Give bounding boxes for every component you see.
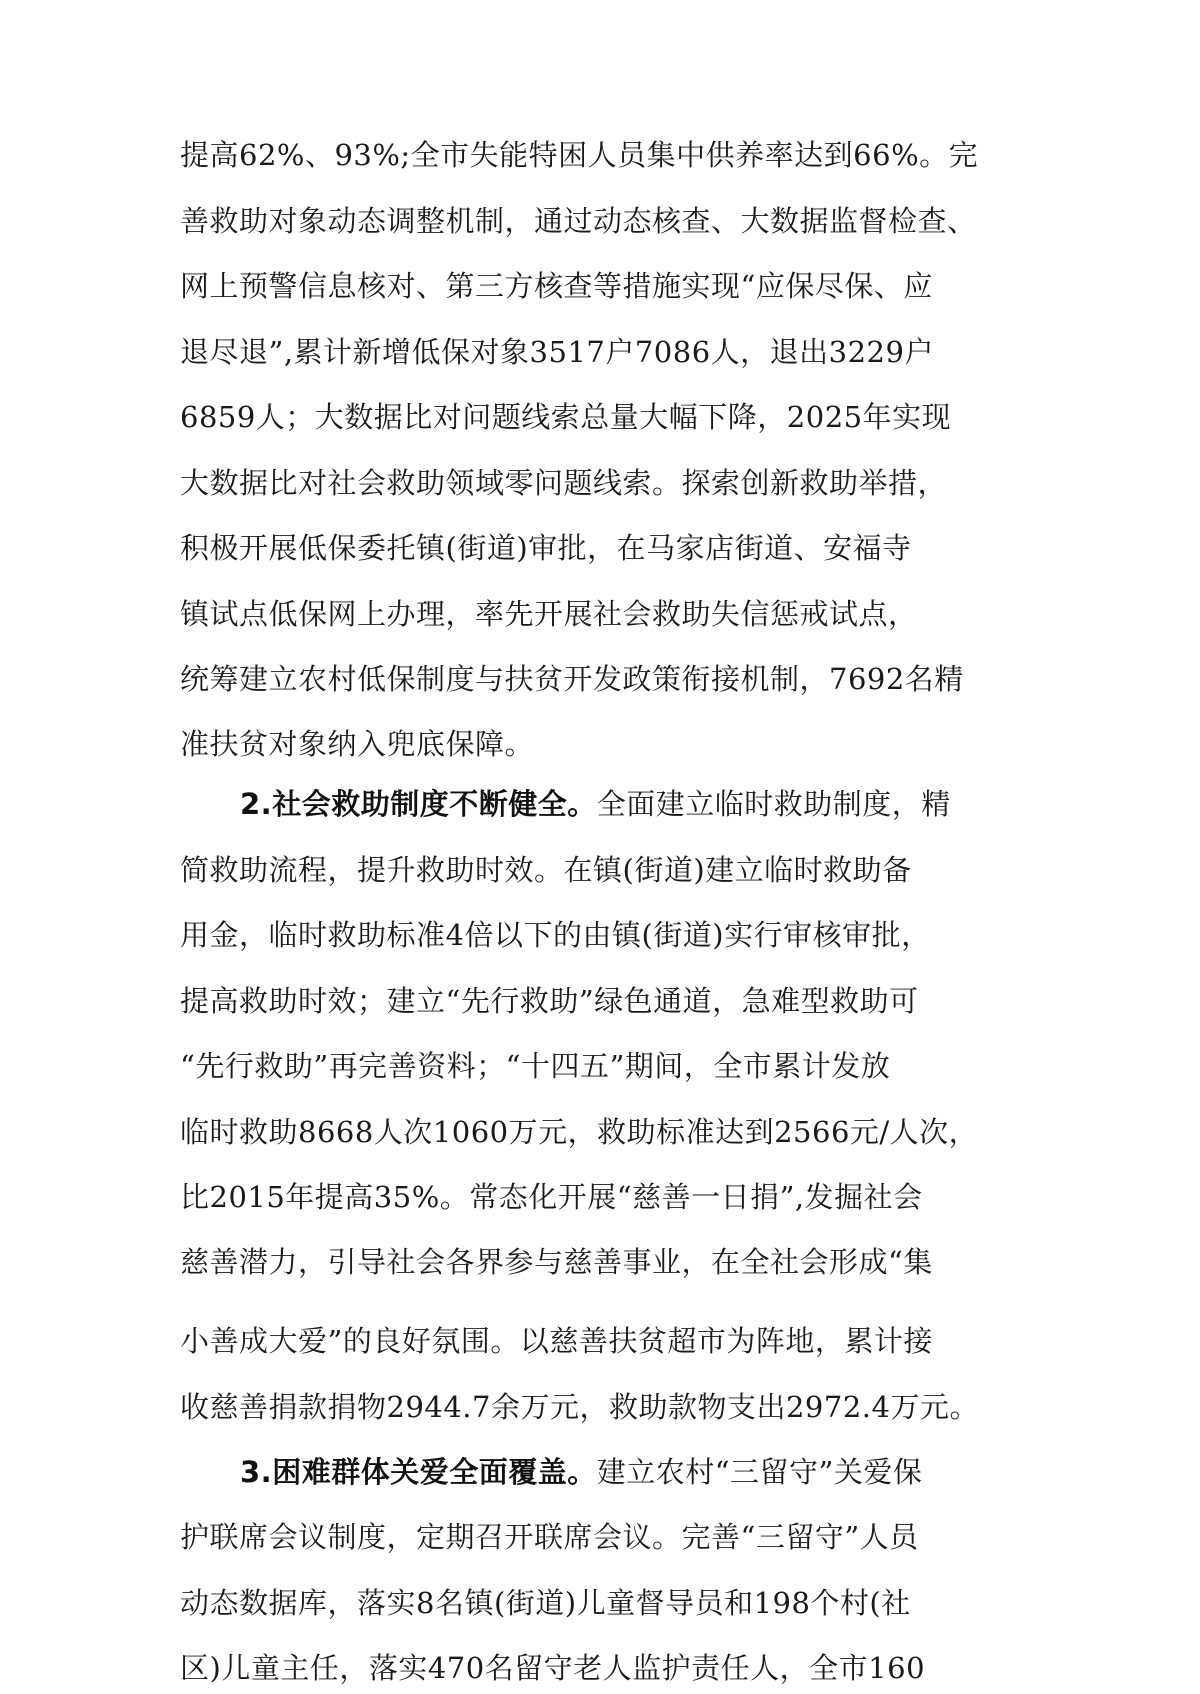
paragraph-1-line-2: 善救助对象动态调整机制，通过动态核查、大数据监督检查、 (180, 204, 977, 238)
paragraph-3-line-1-text: 建立农村“三留守”关爱保 (596, 1455, 923, 1489)
paragraph-3-line-2: 护联席会议制度，定期召开联席会议。完善“三留守”人员 (180, 1520, 919, 1554)
paragraph-2-line-6: 临时救助8668人次1060万元，救助标准达到2566元/人次， (180, 1115, 979, 1149)
paragraph-1-line-1: 提高62%、93%;全市失能特困人员集中供养率达到66%。完 (180, 138, 979, 172)
paragraph-1-line-10: 准扶贫对象纳入兜底保障。 (180, 727, 535, 761)
paragraph-2-line-1 (240, 782, 951, 826)
paragraph-1-line-5: 6859人；大数据比对问题线索总量大幅下降，2025年实现 (180, 400, 952, 434)
paragraph-2-line-8: 慈善潜力，引导社会各界参与慈善事业，在全社会形成“集 (180, 1245, 933, 1279)
paragraph-3-line-1 (240, 1450, 922, 1494)
paragraph-1-line-9: 统筹建立农村低保制度与扶贫开发政策衔接机制，7692名精 (180, 662, 964, 696)
paragraph-2-line-7: 比2015年提高35%。常态化开展“慈善一日捐”,发掘社会 (180, 1180, 923, 1214)
paragraph-2-line-2: 简救助流程，提升救助时效。在镇(街道)建立临时救助备 (180, 853, 912, 887)
paragraph-2-line-3: 用金，临时救助标准4倍以下的由镇(街道)实行审核审批， (180, 918, 931, 952)
section-heading-3: 3.困难群体关爱全面覆盖。 (240, 1455, 597, 1489)
paragraph-1-line-6: 大数据比对社会救助领域零问题线索。探索创新救助举措， (180, 466, 948, 500)
paragraph-2-line-1-text: 全面建立临时救助制度，精 (596, 787, 951, 821)
paragraph-2-line-10: 收慈善捐款捐物2944.7余万元，救助款物支出2972.4万元。 (180, 1390, 979, 1424)
paragraph-2-line-9: 小善成大爱”的良好氛围。以慈善扶贫超市为阵地，累计接 (180, 1324, 933, 1358)
paragraph-1-line-3: 网上预警信息核对、第三方核查等措施实现“应保尽保、应 (180, 269, 933, 303)
section-heading-2: 2.社会救助制度不断健全。 (240, 787, 597, 821)
paragraph-2-line-4: 提高救助时效；建立“先行救助”绿色通道，急难型救助可 (180, 984, 919, 1018)
paragraph-1-line-7: 积极开展低保委托镇(街道)审批，在马家店街道、安福寺 (180, 531, 912, 565)
paragraph-3-line-3: 动态数据库，落实8名镇(街道)儿童督导员和198个村(社 (180, 1586, 911, 1620)
paragraph-3-line-4: 区)儿童主任，落实470名留守老人监护责任人，全市160 (180, 1651, 926, 1685)
paragraph-1-line-8: 镇试点低保网上办理，率先开展社会救助失信惩戒试点， (180, 597, 918, 631)
paragraph-1-line-4: 退尽退”,累计新增低保对象3517户7086人，退出3229户 (180, 335, 934, 369)
paragraph-2-line-5: “先行救助”再完善资料；“十四五”期间，全市累计发放 (180, 1049, 891, 1083)
